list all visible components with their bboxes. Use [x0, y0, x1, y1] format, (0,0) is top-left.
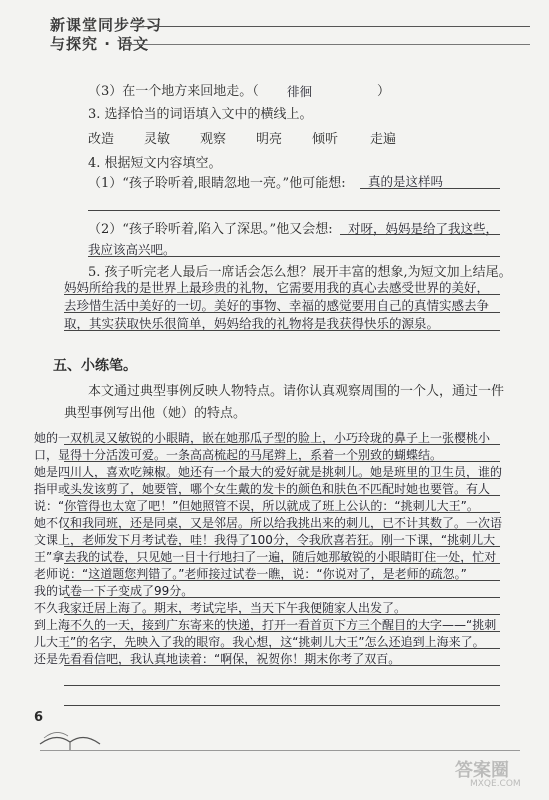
page-number: 6: [34, 710, 44, 725]
essay-rule-12: [64, 631, 500, 632]
essay-line-2: 口，显得十分活泼可爱。一条高高梳起的马尾辫上，系着一个别致的蝴蝶结。: [34, 448, 443, 462]
q5-rule-1: [64, 294, 500, 295]
header-rule-lower: [130, 44, 530, 45]
q4-item1-answer-rule: [360, 188, 500, 189]
header-title-line2: 与探究 · 语文: [50, 35, 150, 53]
essay-rule-16: [64, 705, 500, 706]
essay-rule-10: [64, 597, 500, 598]
watermark-url: MXQE.COM: [470, 779, 521, 789]
q3-word-2: 灵敏: [144, 132, 171, 147]
essay-line-6: 她不仅和我同班，还是同桌，又是邻居。所以给我挑出来的刺儿，已不计其数了。一次语: [34, 516, 503, 530]
essay-rule-6: [64, 529, 500, 530]
essay-rule-4: [64, 495, 500, 496]
essay-line-4: 指甲或头发该剪了，她要管，哪个女生戴的发卡的颜色和肤色不匹配时她也要管。有人: [34, 482, 491, 496]
q3-word-6: 走遍: [370, 132, 397, 147]
essay-line-3: 她是四川人，喜欢吃辣椒。她还有一个最大的爱好就是挑刺儿。她是班里的卫生员，谁的: [34, 465, 503, 479]
essay-rule-3: [64, 478, 500, 479]
q5-rule-3: [64, 330, 500, 331]
q5-answer-line-1: 妈妈所给我的是世界上最珍贵的礼物，它需要用我的真心去感受世界的美好，: [64, 280, 490, 295]
essay-rule-1: [64, 444, 500, 445]
q5-answer-line-3: 取，其实获取快乐很简单，妈妈给我的礼物将是我获得快乐的源泉。: [64, 316, 440, 331]
q5-rule-2: [64, 312, 500, 313]
essay-line-13: 儿大王”的名字，先映入了我的眼帘。我心想，这“挑刺儿大王”怎么还追到上海来了。: [34, 635, 485, 649]
essay-rule-14: [64, 665, 500, 666]
essay-rule-11: [64, 614, 500, 615]
essay-rule-8: [64, 563, 500, 564]
q4-item1-answer: 真的是这样吗: [368, 174, 444, 189]
q4-item1-blank-rule: [88, 210, 500, 211]
q4-item2-answer-b: 我应该高兴吧。: [88, 242, 176, 257]
q4-item2-blank-rule: [88, 256, 500, 257]
essay-line-14: 还是先看看信吧，我认真地读着：“啊保，祝贺你！期末你考了双百。: [34, 652, 401, 666]
q3-item3-prompt: （3）在一个地方来回地走。（: [88, 84, 259, 99]
essay-line-11: 不久我家迁居上海了。期末，考试完毕，当天下午我便随家人出发了。: [34, 601, 407, 615]
q3-title: 3. 选择恰当的词语填入文中的横线上。: [88, 107, 313, 122]
essay-line-7: 文课上，老师发下月考试卷，哇！我得了100分，令我欣喜若狂。刚一下课，“挑刺儿大: [34, 533, 496, 547]
q5-title: 5. 孩子听完老人最后一席话会怎么想？展开丰富的想象,为短文加上结尾。: [88, 265, 512, 280]
essay-line-5: 说：“你管得也太宽了吧！”但她照管不误，所以就成了班上公认的：“挑刺儿大王”。: [34, 499, 479, 513]
q3-word-3: 观察: [200, 132, 227, 147]
q4-item2-answer-a: 对呀，妈妈是给了我这些，: [348, 221, 499, 236]
q3-word-4: 明亮: [256, 132, 283, 147]
essay-line-1: 她的一双机灵又敏锐的小眼睛，嵌在她那瓜子型的脸上，小巧玲珑的鼻子上一张樱桃小: [34, 431, 491, 445]
watermark-logo: 答案圈: [455, 760, 509, 781]
header-rule: [130, 26, 530, 27]
q3-item3-answer: 徘徊: [287, 84, 313, 99]
essay-rule-15: [64, 685, 500, 686]
q3-word-5: 倾听: [312, 132, 339, 147]
essay-rule-2: [64, 461, 500, 462]
q4-item2-answer-rule: [340, 234, 500, 235]
q4-item1-prompt: （1）“孩子聆听着,眼睛忽地一亮。”他可能想:: [88, 176, 346, 191]
book-doodle-icon: [36, 722, 106, 752]
essay-line-9: 老师说：“这道题您判错了。”老师接过试卷一瞧，说：“你说对了，是老师的疏忽。”: [34, 567, 467, 581]
essay-rule-5: [64, 512, 500, 513]
section5-intro-1: 本文通过典型事例反映人物特点。请你认真观察周围的一个人，通过一件: [88, 384, 505, 399]
section5-title: 五、小练笔。: [53, 358, 137, 374]
essay-rule-7: [64, 546, 500, 547]
q3-item3-close: ）: [377, 84, 391, 99]
section5-intro-2: 典型事例写出他（她）的特点。: [64, 406, 247, 421]
essay-line-12: 到上海不久的一天，接到广东寄来的快递，打开一看首页下方三个醒目的大字——“挑刺: [34, 618, 497, 632]
q4-title: 4. 根据短文内容填空。: [88, 156, 222, 171]
essay-line-10: 我的试卷一下子变成了99分。: [34, 584, 194, 598]
header-title-line1: 新课堂同步学习: [50, 16, 163, 34]
essay-rule-13: [64, 648, 500, 649]
essay-line-8: 王”拿去我的试卷，只见她一目十行地扫了一遍，随后她那敏锐的小眼睛盯住一处，忙对: [34, 550, 497, 564]
footer-rule: [40, 750, 520, 751]
q3-word-1: 改造: [88, 132, 115, 147]
q4-item2-prompt: （2）“孩子聆听着,陷入了深思。”他又会想:: [88, 222, 333, 237]
q5-answer-line-2: 去珍惜生活中美好的一切。美好的事物、幸福的感觉要用自己的真情实感去争: [64, 298, 490, 313]
essay-rule-9: [64, 580, 500, 581]
